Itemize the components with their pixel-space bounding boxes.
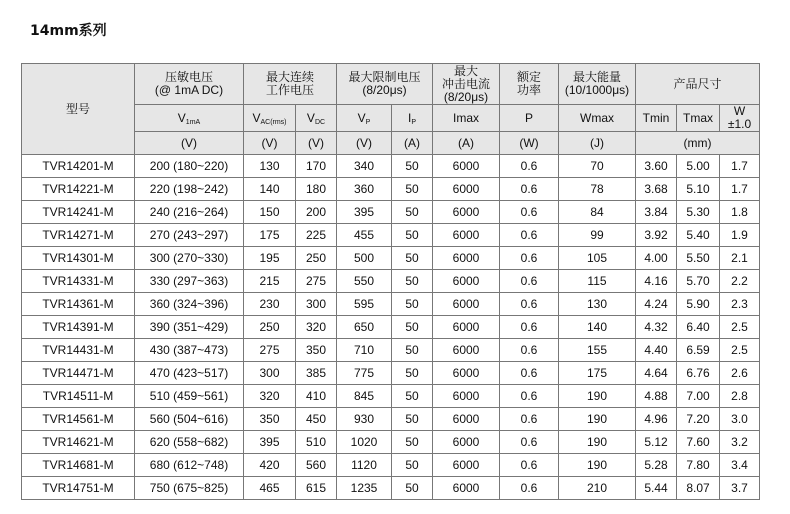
- cell-power: 0.6: [500, 224, 559, 247]
- cell-w: 2.5: [720, 339, 760, 362]
- table-row: [22, 385, 760, 408]
- cell-tmax: 5.40: [677, 224, 720, 247]
- cell-w: 3.2: [720, 431, 760, 454]
- cell-model: TVR14241-M: [22, 201, 135, 224]
- cell-imax: 6000: [433, 270, 500, 293]
- unit-p: (W): [500, 132, 559, 155]
- cell-imax: 6000: [433, 247, 500, 270]
- cell-vp: 395: [337, 201, 392, 224]
- cell-model: TVR14431-M: [22, 339, 135, 362]
- cell-vdc: 225: [296, 224, 337, 247]
- cell-vac: 150: [244, 201, 296, 224]
- symbol-vac: $V_{AC(rms)}$: [244, 105, 296, 132]
- header-rated-power: 额定 功率: [500, 64, 559, 105]
- cell-tmin: 5.28: [636, 454, 677, 477]
- cell-vdc: 615: [296, 477, 337, 500]
- cell-ip: 50: [392, 293, 433, 316]
- header-model: 型号: [22, 64, 135, 155]
- cell-tmin: 4.24: [636, 293, 677, 316]
- cell-imax: 6000: [433, 454, 500, 477]
- cell-energy: 140: [559, 316, 636, 339]
- cell-tmax: 5.30: [677, 201, 720, 224]
- cell-model: TVR14271-M: [22, 224, 135, 247]
- symbol-vdc: $V_{DC}$: [296, 105, 337, 132]
- cell-energy: 190: [559, 431, 636, 454]
- cell-energy: 155: [559, 339, 636, 362]
- cell-tmax: 5.50: [677, 247, 720, 270]
- cell-energy: 115: [559, 270, 636, 293]
- cell-imax: 6000: [433, 201, 500, 224]
- cell-energy: 99: [559, 224, 636, 247]
- cell-tmin: 3.60: [636, 155, 677, 178]
- cell-vp: 1020: [337, 431, 392, 454]
- cell-tmin: 5.12: [636, 431, 677, 454]
- cell-tmax: 6.76: [677, 362, 720, 385]
- cell-power: 0.6: [500, 431, 559, 454]
- cell-w: 3.0: [720, 408, 760, 431]
- table-row: [22, 224, 760, 247]
- cell-w: 2.8: [720, 385, 760, 408]
- cell-varistor-voltage: 330 (297~363): [135, 270, 244, 293]
- cell-power: 0.6: [500, 362, 559, 385]
- header-max-surge-current: 最大 冲击电流 (8/20μs): [433, 64, 500, 105]
- table-row: [22, 316, 760, 339]
- cell-ip: 50: [392, 339, 433, 362]
- cell-energy: 190: [559, 385, 636, 408]
- cell-tmax: 7.20: [677, 408, 720, 431]
- cell-imax: 6000: [433, 316, 500, 339]
- cell-tmax: 6.59: [677, 339, 720, 362]
- cell-w: 1.7: [720, 178, 760, 201]
- cell-varistor-voltage: 390 (351~429): [135, 316, 244, 339]
- header-dimensions: 产品尺寸: [636, 64, 760, 105]
- cell-vac: 395: [244, 431, 296, 454]
- header-max-continuous-voltage: 最大连续 工作电压: [244, 64, 337, 105]
- cell-power: 0.6: [500, 385, 559, 408]
- unit-vp: (V): [337, 132, 392, 155]
- cell-vp: 1235: [337, 477, 392, 500]
- cell-vp: 595: [337, 293, 392, 316]
- unit-dims: (mm): [636, 132, 760, 155]
- cell-ip: 50: [392, 454, 433, 477]
- symbol-ip: $I_P$: [392, 105, 433, 132]
- cell-model: TVR14391-M: [22, 316, 135, 339]
- cell-imax: 6000: [433, 431, 500, 454]
- cell-ip: 50: [392, 247, 433, 270]
- cell-w: 2.1: [720, 247, 760, 270]
- cell-vac: 215: [244, 270, 296, 293]
- unit-v1ma: (V): [135, 132, 244, 155]
- cell-vac: 320: [244, 385, 296, 408]
- cell-imax: 6000: [433, 477, 500, 500]
- cell-tmax: 5.90: [677, 293, 720, 316]
- cell-vac: 140: [244, 178, 296, 201]
- cell-imax: 6000: [433, 155, 500, 178]
- cell-vac: 350: [244, 408, 296, 431]
- cell-vp: 845: [337, 385, 392, 408]
- unit-vac: (V): [244, 132, 296, 155]
- cell-power: 0.6: [500, 201, 559, 224]
- cell-w: 1.7: [720, 155, 760, 178]
- cell-ip: 50: [392, 224, 433, 247]
- cell-tmin: 5.44: [636, 477, 677, 500]
- cell-varistor-voltage: 270 (243~297): [135, 224, 244, 247]
- cell-w: 1.9: [720, 224, 760, 247]
- cell-varistor-voltage: 430 (387~473): [135, 339, 244, 362]
- cell-vp: 360: [337, 178, 392, 201]
- cell-vdc: 410: [296, 385, 337, 408]
- cell-ip: 50: [392, 155, 433, 178]
- cell-tmin: 3.92: [636, 224, 677, 247]
- cell-model: TVR14221-M: [22, 178, 135, 201]
- cell-power: 0.6: [500, 293, 559, 316]
- cell-tmin: 4.88: [636, 385, 677, 408]
- cell-vdc: 250: [296, 247, 337, 270]
- table-row: [22, 362, 760, 385]
- table-row: [22, 155, 760, 178]
- cell-tmin: 4.40: [636, 339, 677, 362]
- symbol-vp: $V_P$: [337, 105, 392, 132]
- cell-vac: 465: [244, 477, 296, 500]
- unit-ip: (A): [392, 132, 433, 155]
- cell-w: 2.5: [720, 316, 760, 339]
- cell-vp: 500: [337, 247, 392, 270]
- table-body: [22, 155, 760, 500]
- cell-imax: 6000: [433, 293, 500, 316]
- cell-varistor-voltage: 300 (270~330): [135, 247, 244, 270]
- cell-varistor-voltage: 240 (216~264): [135, 201, 244, 224]
- cell-ip: 50: [392, 431, 433, 454]
- cell-energy: 105: [559, 247, 636, 270]
- cell-vdc: 200: [296, 201, 337, 224]
- cell-energy: 190: [559, 408, 636, 431]
- cell-power: 0.6: [500, 270, 559, 293]
- cell-vdc: 450: [296, 408, 337, 431]
- cell-varistor-voltage: 750 (675~825): [135, 477, 244, 500]
- table-row: [22, 201, 760, 224]
- table-row: [22, 270, 760, 293]
- cell-vdc: 320: [296, 316, 337, 339]
- cell-ip: 50: [392, 201, 433, 224]
- cell-energy: 190: [559, 454, 636, 477]
- cell-energy: 130: [559, 293, 636, 316]
- cell-model: TVR14361-M: [22, 293, 135, 316]
- cell-imax: 6000: [433, 339, 500, 362]
- cell-ip: 50: [392, 362, 433, 385]
- cell-w: 2.6: [720, 362, 760, 385]
- cell-tmax: 6.40: [677, 316, 720, 339]
- cell-vp: 650: [337, 316, 392, 339]
- cell-model: TVR14511-M: [22, 385, 135, 408]
- cell-w: 3.7: [720, 477, 760, 500]
- cell-varistor-voltage: 560 (504~616): [135, 408, 244, 431]
- cell-vac: 175: [244, 224, 296, 247]
- cell-varistor-voltage: 510 (459~561): [135, 385, 244, 408]
- symbol-p: P: [500, 105, 559, 132]
- table-row: [22, 454, 760, 477]
- header-varistor-voltage: 压敏电压 (@ 1mA DC): [135, 64, 244, 105]
- cell-model: TVR14751-M: [22, 477, 135, 500]
- cell-tmax: 7.60: [677, 431, 720, 454]
- cell-power: 0.6: [500, 247, 559, 270]
- cell-power: 0.6: [500, 339, 559, 362]
- cell-vdc: 510: [296, 431, 337, 454]
- cell-vp: 775: [337, 362, 392, 385]
- cell-model: TVR14331-M: [22, 270, 135, 293]
- cell-tmax: 5.70: [677, 270, 720, 293]
- cell-tmax: 5.00: [677, 155, 720, 178]
- table-row: [22, 431, 760, 454]
- cell-power: 0.6: [500, 178, 559, 201]
- cell-varistor-voltage: 680 (612~748): [135, 454, 244, 477]
- cell-vdc: 300: [296, 293, 337, 316]
- cell-varistor-voltage: 620 (558~682): [135, 431, 244, 454]
- cell-vp: 550: [337, 270, 392, 293]
- cell-imax: 6000: [433, 385, 500, 408]
- cell-vdc: 385: [296, 362, 337, 385]
- cell-vdc: 180: [296, 178, 337, 201]
- cell-tmin: 3.68: [636, 178, 677, 201]
- cell-tmin: 4.96: [636, 408, 677, 431]
- cell-vp: 455: [337, 224, 392, 247]
- cell-ip: 50: [392, 270, 433, 293]
- cell-vp: 930: [337, 408, 392, 431]
- cell-ip: 50: [392, 385, 433, 408]
- cell-tmin: 4.64: [636, 362, 677, 385]
- cell-vac: 230: [244, 293, 296, 316]
- cell-energy: 84: [559, 201, 636, 224]
- cell-energy: 78: [559, 178, 636, 201]
- cell-varistor-voltage: 470 (423~517): [135, 362, 244, 385]
- cell-model: TVR14471-M: [22, 362, 135, 385]
- unit-wmax: (J): [559, 132, 636, 155]
- cell-power: 0.6: [500, 155, 559, 178]
- cell-vp: 710: [337, 339, 392, 362]
- cell-model: TVR14201-M: [22, 155, 135, 178]
- cell-vdc: 350: [296, 339, 337, 362]
- cell-tmax: 7.00: [677, 385, 720, 408]
- symbol-v1ma: $V_{1mA}$: [135, 105, 244, 132]
- cell-power: 0.6: [500, 408, 559, 431]
- cell-imax: 6000: [433, 362, 500, 385]
- cell-w: 2.3: [720, 293, 760, 316]
- cell-model: TVR14681-M: [22, 454, 135, 477]
- cell-ip: 50: [392, 316, 433, 339]
- cell-energy: 175: [559, 362, 636, 385]
- cell-vac: 420: [244, 454, 296, 477]
- cell-imax: 6000: [433, 408, 500, 431]
- cell-tmax: 7.80: [677, 454, 720, 477]
- cell-energy: 210: [559, 477, 636, 500]
- table-row: [22, 178, 760, 201]
- cell-vp: 1120: [337, 454, 392, 477]
- table-row: [22, 339, 760, 362]
- symbol-wmax: Wmax: [559, 105, 636, 132]
- cell-w: 3.4: [720, 454, 760, 477]
- unit-vdc: (V): [296, 132, 337, 155]
- cell-vdc: 560: [296, 454, 337, 477]
- cell-varistor-voltage: 220 (198~242): [135, 178, 244, 201]
- cell-vdc: 275: [296, 270, 337, 293]
- cell-imax: 6000: [433, 178, 500, 201]
- cell-power: 0.6: [500, 477, 559, 500]
- header-max-clamping-voltage: 最大限制电压 (8/20μs): [337, 64, 433, 105]
- cell-energy: 70: [559, 155, 636, 178]
- table-row: [22, 247, 760, 270]
- table-row: [22, 293, 760, 316]
- cell-w: 1.8: [720, 201, 760, 224]
- symbol-w: W ±1.0: [720, 105, 760, 132]
- cell-imax: 6000: [433, 224, 500, 247]
- cell-ip: 50: [392, 477, 433, 500]
- symbol-tmax: Tmax: [677, 105, 720, 132]
- cell-tmax: 5.10: [677, 178, 720, 201]
- cell-vac: 250: [244, 316, 296, 339]
- cell-model: TVR14301-M: [22, 247, 135, 270]
- cell-tmax: 8.07: [677, 477, 720, 500]
- cell-ip: 50: [392, 408, 433, 431]
- cell-tmin: 3.84: [636, 201, 677, 224]
- header-max-energy: 最大能量 (10/1000μs): [559, 64, 636, 105]
- cell-ip: 50: [392, 178, 433, 201]
- table-row: [22, 477, 760, 500]
- page-title: 14mm系列: [30, 23, 107, 39]
- cell-vac: 130: [244, 155, 296, 178]
- cell-varistor-voltage: 200 (180~220): [135, 155, 244, 178]
- cell-tmin: 4.00: [636, 247, 677, 270]
- unit-imax: (A): [433, 132, 500, 155]
- cell-tmin: 4.16: [636, 270, 677, 293]
- cell-vdc: 170: [296, 155, 337, 178]
- cell-power: 0.6: [500, 454, 559, 477]
- symbol-tmin: Tmin: [636, 105, 677, 132]
- cell-varistor-voltage: 360 (324~396): [135, 293, 244, 316]
- spec-table: [21, 63, 760, 500]
- cell-tmin: 4.32: [636, 316, 677, 339]
- cell-vac: 300: [244, 362, 296, 385]
- cell-vac: 195: [244, 247, 296, 270]
- cell-model: TVR14621-M: [22, 431, 135, 454]
- symbol-imax: Imax: [433, 105, 500, 132]
- cell-w: 2.2: [720, 270, 760, 293]
- cell-vp: 340: [337, 155, 392, 178]
- cell-vac: 275: [244, 339, 296, 362]
- table-row: [22, 408, 760, 431]
- cell-power: 0.6: [500, 316, 559, 339]
- cell-model: TVR14561-M: [22, 408, 135, 431]
